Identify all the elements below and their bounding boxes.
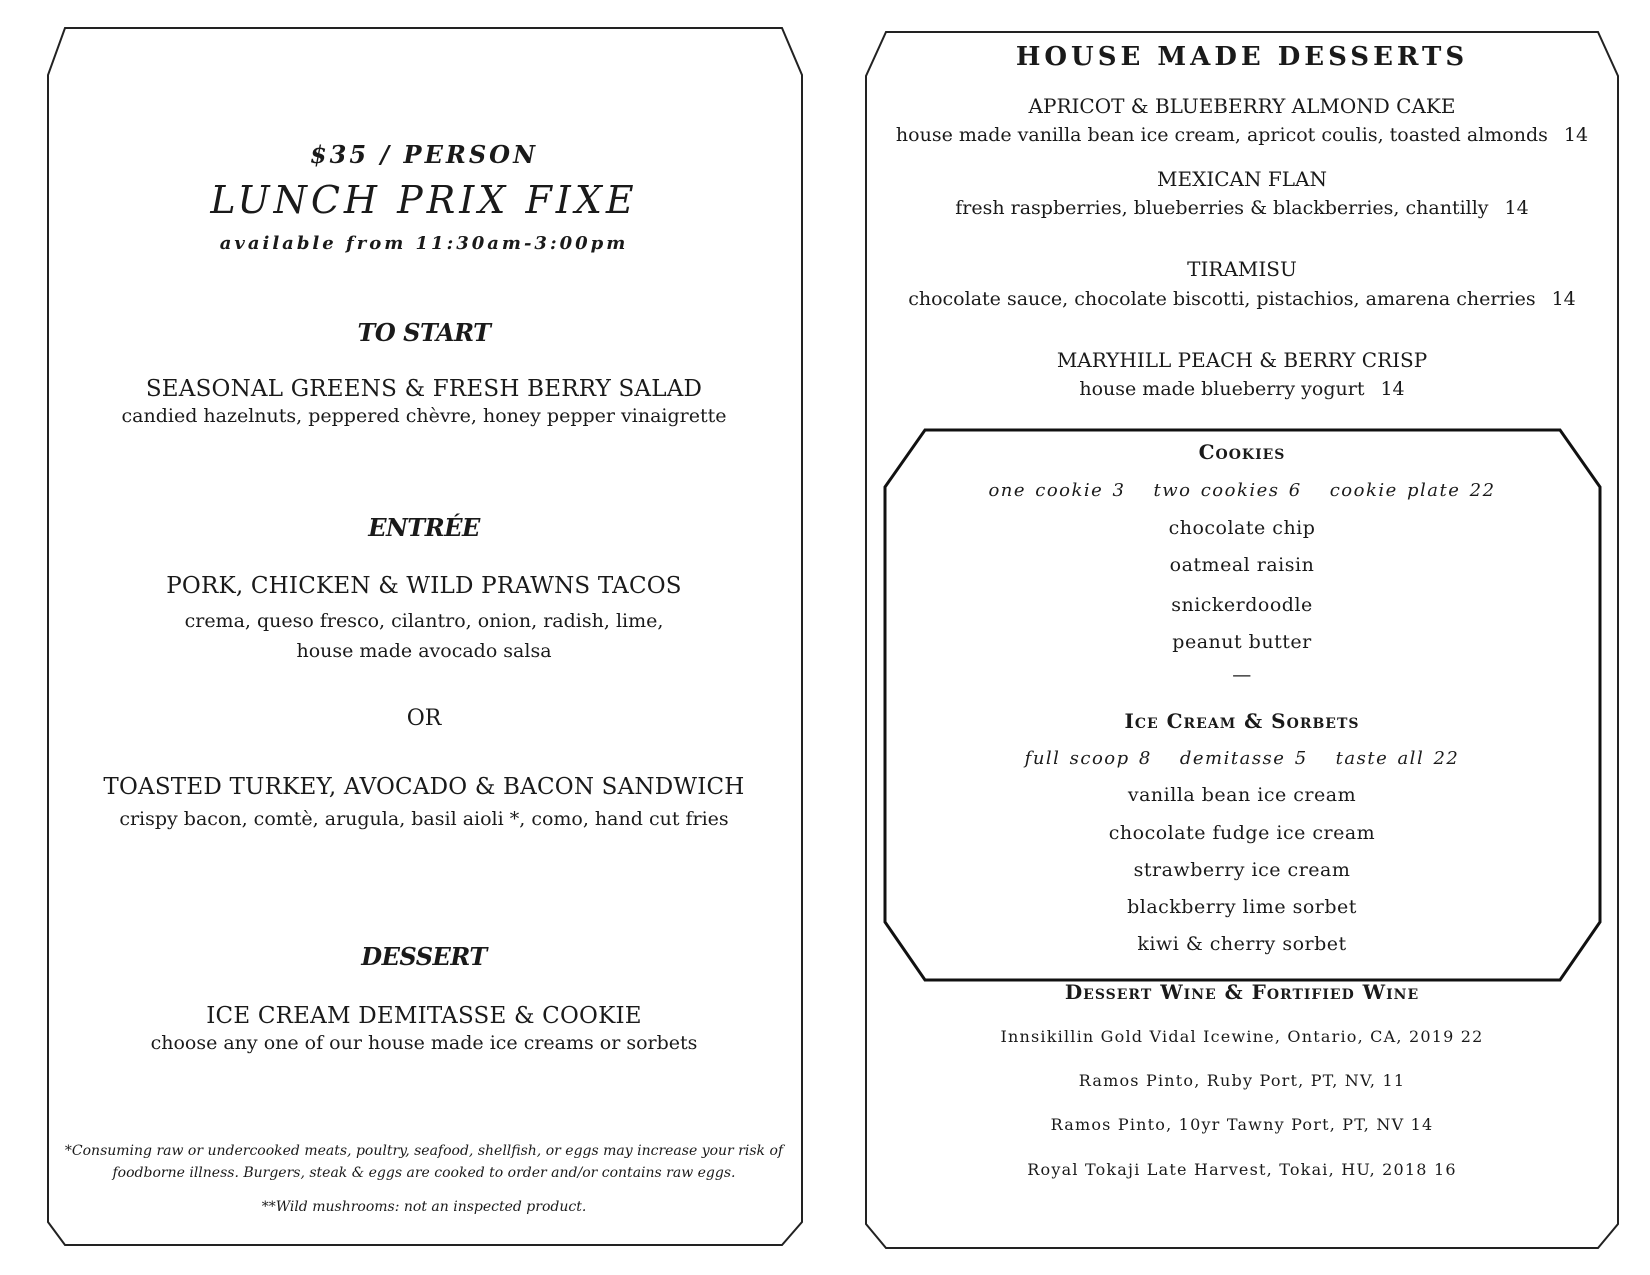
footnote-mushrooms: **Wild mushrooms: not an inspected product.: [261, 1199, 587, 1215]
wine-item: Royal Tokaji Late Harvest, Tokai, HU, 2018 16: [1027, 1160, 1457, 1179]
wine-item: Ramos Pinto, 10yr Tawny Port, PT, NV 14: [1050, 1115, 1434, 1134]
dessert-name: MARYHILL PEACH & BERRY CRISP: [1056, 348, 1428, 372]
ice-cream-flavor: blackberry lime sorbet: [1127, 896, 1357, 918]
entree-option-2-description: crispy bacon, comtè, arugula, basil aioli *, como, hand cut fries: [119, 808, 729, 830]
cookies-heading: Cookies: [1198, 440, 1286, 464]
section-heading-entree: ENTRÉE: [368, 513, 480, 542]
ice-cream-flavor: strawberry ice cream: [1133, 859, 1351, 881]
dessert-name: APRICOT & BLUEBERRY ALMOND CAKE: [1028, 94, 1456, 118]
lunch-panel: [48, 28, 800, 1244]
footnote-consumption-2: foodborne illness. Burgers, steak & eggs are cooked to order and/or contains raw eggs.: [112, 1165, 736, 1181]
ice-cream-flavor: chocolate fudge ice cream: [1108, 822, 1376, 844]
dessert-price: 14: [1563, 124, 1589, 146]
cookie-flavor: peanut butter: [1172, 631, 1312, 653]
desserts-panel: [866, 32, 1618, 1248]
starter-item: SEASONAL GREENS & FRESH BERRY SALAD: [145, 376, 703, 402]
dessert-price: 14: [1504, 197, 1529, 219]
entree-option-2: TOASTED TURKEY, AVOCADO & BACON SANDWICH: [103, 774, 745, 800]
section-divider: —: [1232, 664, 1252, 686]
ice-cream-size-options: full scoop 8 demitasse 5 taste all 22: [1024, 748, 1460, 769]
section-heading-to-start: TO START: [357, 318, 491, 347]
desserts-heading: HOUSE MADE DESSERTS: [1015, 42, 1469, 72]
entree-option-1-description: crema, queso fresco, cilantro, onion, radish, lime,: [184, 610, 664, 632]
dessert-price: 14: [1551, 288, 1576, 310]
cookie-flavor: oatmeal raisin: [1169, 554, 1315, 576]
dessert-item: ICE CREAM DEMITASSE & COOKIE: [206, 1003, 642, 1029]
ice-cream-heading: Ice Cream & Sorbets: [1124, 709, 1360, 733]
cookie-flavor: snickerdoodle: [1171, 594, 1313, 616]
dessert-price: 14: [1380, 378, 1405, 400]
entree-option-1: PORK, CHICKEN & WILD PRAWNS TACOS: [166, 573, 682, 599]
dessert-name: MEXICAN FLAN: [1157, 167, 1327, 191]
wine-item: Ramos Pinto, Ruby Port, PT, NV, 11: [1078, 1071, 1406, 1090]
availability-hours: available from 11:30am-3:00pm: [219, 233, 629, 254]
cookie-flavor: chocolate chip: [1168, 517, 1316, 539]
dessert-description: chocolate sauce, chocolate biscotti, pistachios, amarena cherries 14: [908, 288, 1576, 310]
dessert-description: choose any one of our house made ice creams or sorbets: [150, 1032, 698, 1054]
section-heading-dessert: DESSERT: [361, 942, 487, 971]
dessert-description: fresh raspberries, blueberries & blackberries, chantilly 14: [955, 197, 1529, 219]
ice-cream-flavor: vanilla bean ice cream: [1127, 784, 1357, 806]
dessert-description: house made blueberry yogurt 14: [1079, 378, 1405, 400]
starter-description: candied hazelnuts, peppered chèvre, honey pepper vinaigrette: [121, 405, 727, 427]
wine-item: Innsikillin Gold Vidal Icewine, Ontario, CA, 2019 22: [1000, 1027, 1484, 1046]
cookie-size-options: one cookie 3 two cookies 6 cookie plate 22: [988, 480, 1496, 501]
entree-option-1-description-2: house made avocado salsa: [296, 640, 552, 662]
page-title: LUNCH PRIX FIXE: [210, 178, 638, 222]
footnote-consumption: *Consuming raw or undercooked meats, poultry, seafood, shellfish, or eggs may increase your risk of: [64, 1143, 784, 1159]
price-per-person: $35 / PERSON: [309, 140, 539, 169]
wine-heading: Dessert Wine & Fortified Wine: [1064, 980, 1420, 1004]
dessert-description: house made vanilla bean ice cream, apricot coulis, toasted almonds 14: [895, 124, 1589, 146]
or-label: OR: [406, 706, 442, 731]
dessert-name: TIRAMISU: [1187, 257, 1297, 281]
ice-cream-flavor: kiwi & cherry sorbet: [1137, 933, 1347, 955]
